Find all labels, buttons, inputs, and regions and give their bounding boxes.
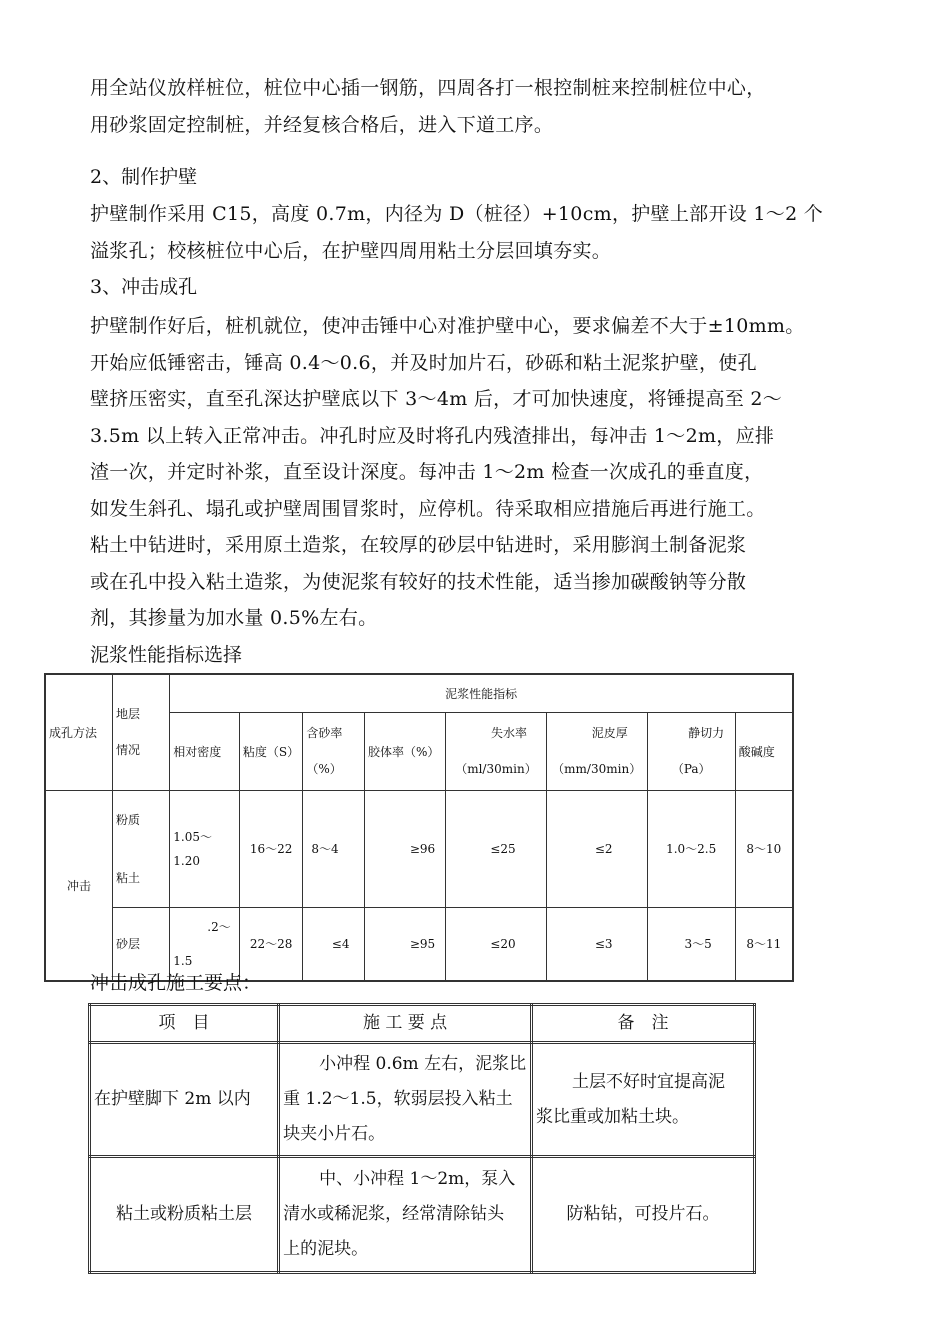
mud-performance-table [44,673,794,982]
water-loss-cell: ≤20 [446,907,547,981]
text-line: 渣一次，并定时补浆，直至设计深度。每冲击 1～2m 检查一次成孔的垂直度， [90,461,764,483]
sand-cell: 8～4 [303,790,365,907]
density-cell: .2～ 1.5 [170,907,240,981]
text-line: 开始应低锤密击，锤高 0.4～0.6，并及时加片石，砂砾和粘土泥浆护壁，使孔 [90,351,757,374]
construction-points-table [88,1003,756,1274]
sand-cell: ≤4 [303,907,365,981]
group-header: 泥浆性能指标 [170,674,793,712]
col-header-sand: 含砂率 （%） [303,712,365,790]
ph-cell: 8～10 [735,790,793,907]
ph-cell: 8～11 [735,907,793,981]
text-line: 如发生斜孔、塌孔或护壁周围冒浆时，应停机。待采取相应措施后再进行施工。 [90,497,766,520]
table-row [90,1157,755,1273]
colloid-cell: ≥96 [364,790,445,907]
text-line: 壁挤压密实，直至孔深达护壁底以下 3～4m 后，才可加快速度，将锤提高至 2～ [90,388,783,410]
col-header-cake: 泥皮厚 （mm/30min） [546,712,647,790]
paragraph-percussion-drilling [90,308,870,637]
text-line: 用全站仪放样桩位，桩位中心插一钢筋，四周各打一根控制桩来控制桩位中心， [90,77,766,99]
cake-cell: ≤3 [546,907,647,981]
note-cell: 土层不好时宜提高泥 浆比重或加粘土块。 [532,1043,755,1157]
text-line: 用砂浆固定控制桩，并经复核合格后，进入下道工序。 [90,113,554,136]
item-cell: 在护壁脚下 2m 以内 [90,1043,279,1157]
col-header-note: 备 注 [532,1005,755,1043]
text-line: 粘土中钻进时，采用原土造浆，在较厚的砂层中钻进时，采用膨润土制备泥浆 [90,534,747,556]
paragraph-retaining-wall [90,196,870,269]
points-cell: 中、小冲程 1～2m，泵入 清水或稀泥浆，经常清除钻头 上的泥块。 [279,1157,532,1273]
points-table-caption: 冲击成孔施工要点： [90,972,262,994]
paragraph-stakeout [90,70,870,143]
mud-table-caption: 泥浆性能指标选择 [90,644,243,666]
col-header-points: 施 工 要 点 [279,1005,532,1043]
table-row [90,1043,755,1157]
section-heading-3: 3、冲击成孔 [90,276,198,298]
text-line: 剂，其掺量为加水量 0.5%左右。 [90,607,378,629]
text-line: 3.5m 以上转入正常冲击。冲孔时应及时将孔内残渣排出，每冲击 1～2m，应排 [90,424,775,447]
text-line: 护壁制作采用 C15，高度 0.7m，内径为 D（桩径）+10cm，护壁上部开设 1～2 个 [90,203,824,225]
shear-cell: 1.0～2.5 [647,790,735,907]
col-header-colloid: 胶体率（%） [364,712,445,790]
col-header-density: 相对密度 [170,712,240,790]
points-cell: 小冲程 0.6m 左右，泥浆比 重 1.2～1.5，软弱层投入粘土 块夹小片石。 [279,1043,532,1157]
layer-header: 地层 情况 [113,674,170,790]
item-cell: 粘土或粉质粘土层 [90,1157,279,1273]
col-header-water-loss: 失水率 （ml/30min） [446,712,547,790]
col-header-viscosity: 粘度（S） [239,712,302,790]
cake-cell: ≤2 [546,790,647,907]
text-line: 护壁制作好后，桩机就位，使冲击锤中心对准护壁中心，要求偏差不大于±10mm。 [90,315,805,337]
colloid-cell: ≥95 [364,907,445,981]
layer-cell: 粉质 粘土 [113,790,170,907]
table-row [45,790,793,907]
water-loss-cell: ≤25 [446,790,547,907]
viscosity-cell: 22～28 [239,907,302,981]
col-header-shear: 静切力 （Pa） [647,712,735,790]
section-heading-2: 2、制作护壁 [90,166,198,188]
shear-cell: 3～5 [647,907,735,981]
text-line: 或在孔中投入粘土造浆，为使泥浆有较好的技术性能，适当掺加碳酸钠等分散 [90,570,747,593]
col-header-ph: 酸碱度 [735,712,793,790]
text-line: 溢浆孔；校核桩位中心后，在护壁四周用粘土分层回填夯实。 [90,239,612,262]
note-cell: 防粘钻，可投片石。 [532,1157,755,1273]
layer-cell: 砂层 [113,907,170,981]
method-header: 成孔方法 [45,674,113,790]
viscosity-cell: 16～22 [239,790,302,907]
density-cell: 1.05～ 1.20 [170,790,240,907]
col-header-item: 项 目 [90,1005,279,1043]
method-cell: 冲击 [45,790,113,981]
